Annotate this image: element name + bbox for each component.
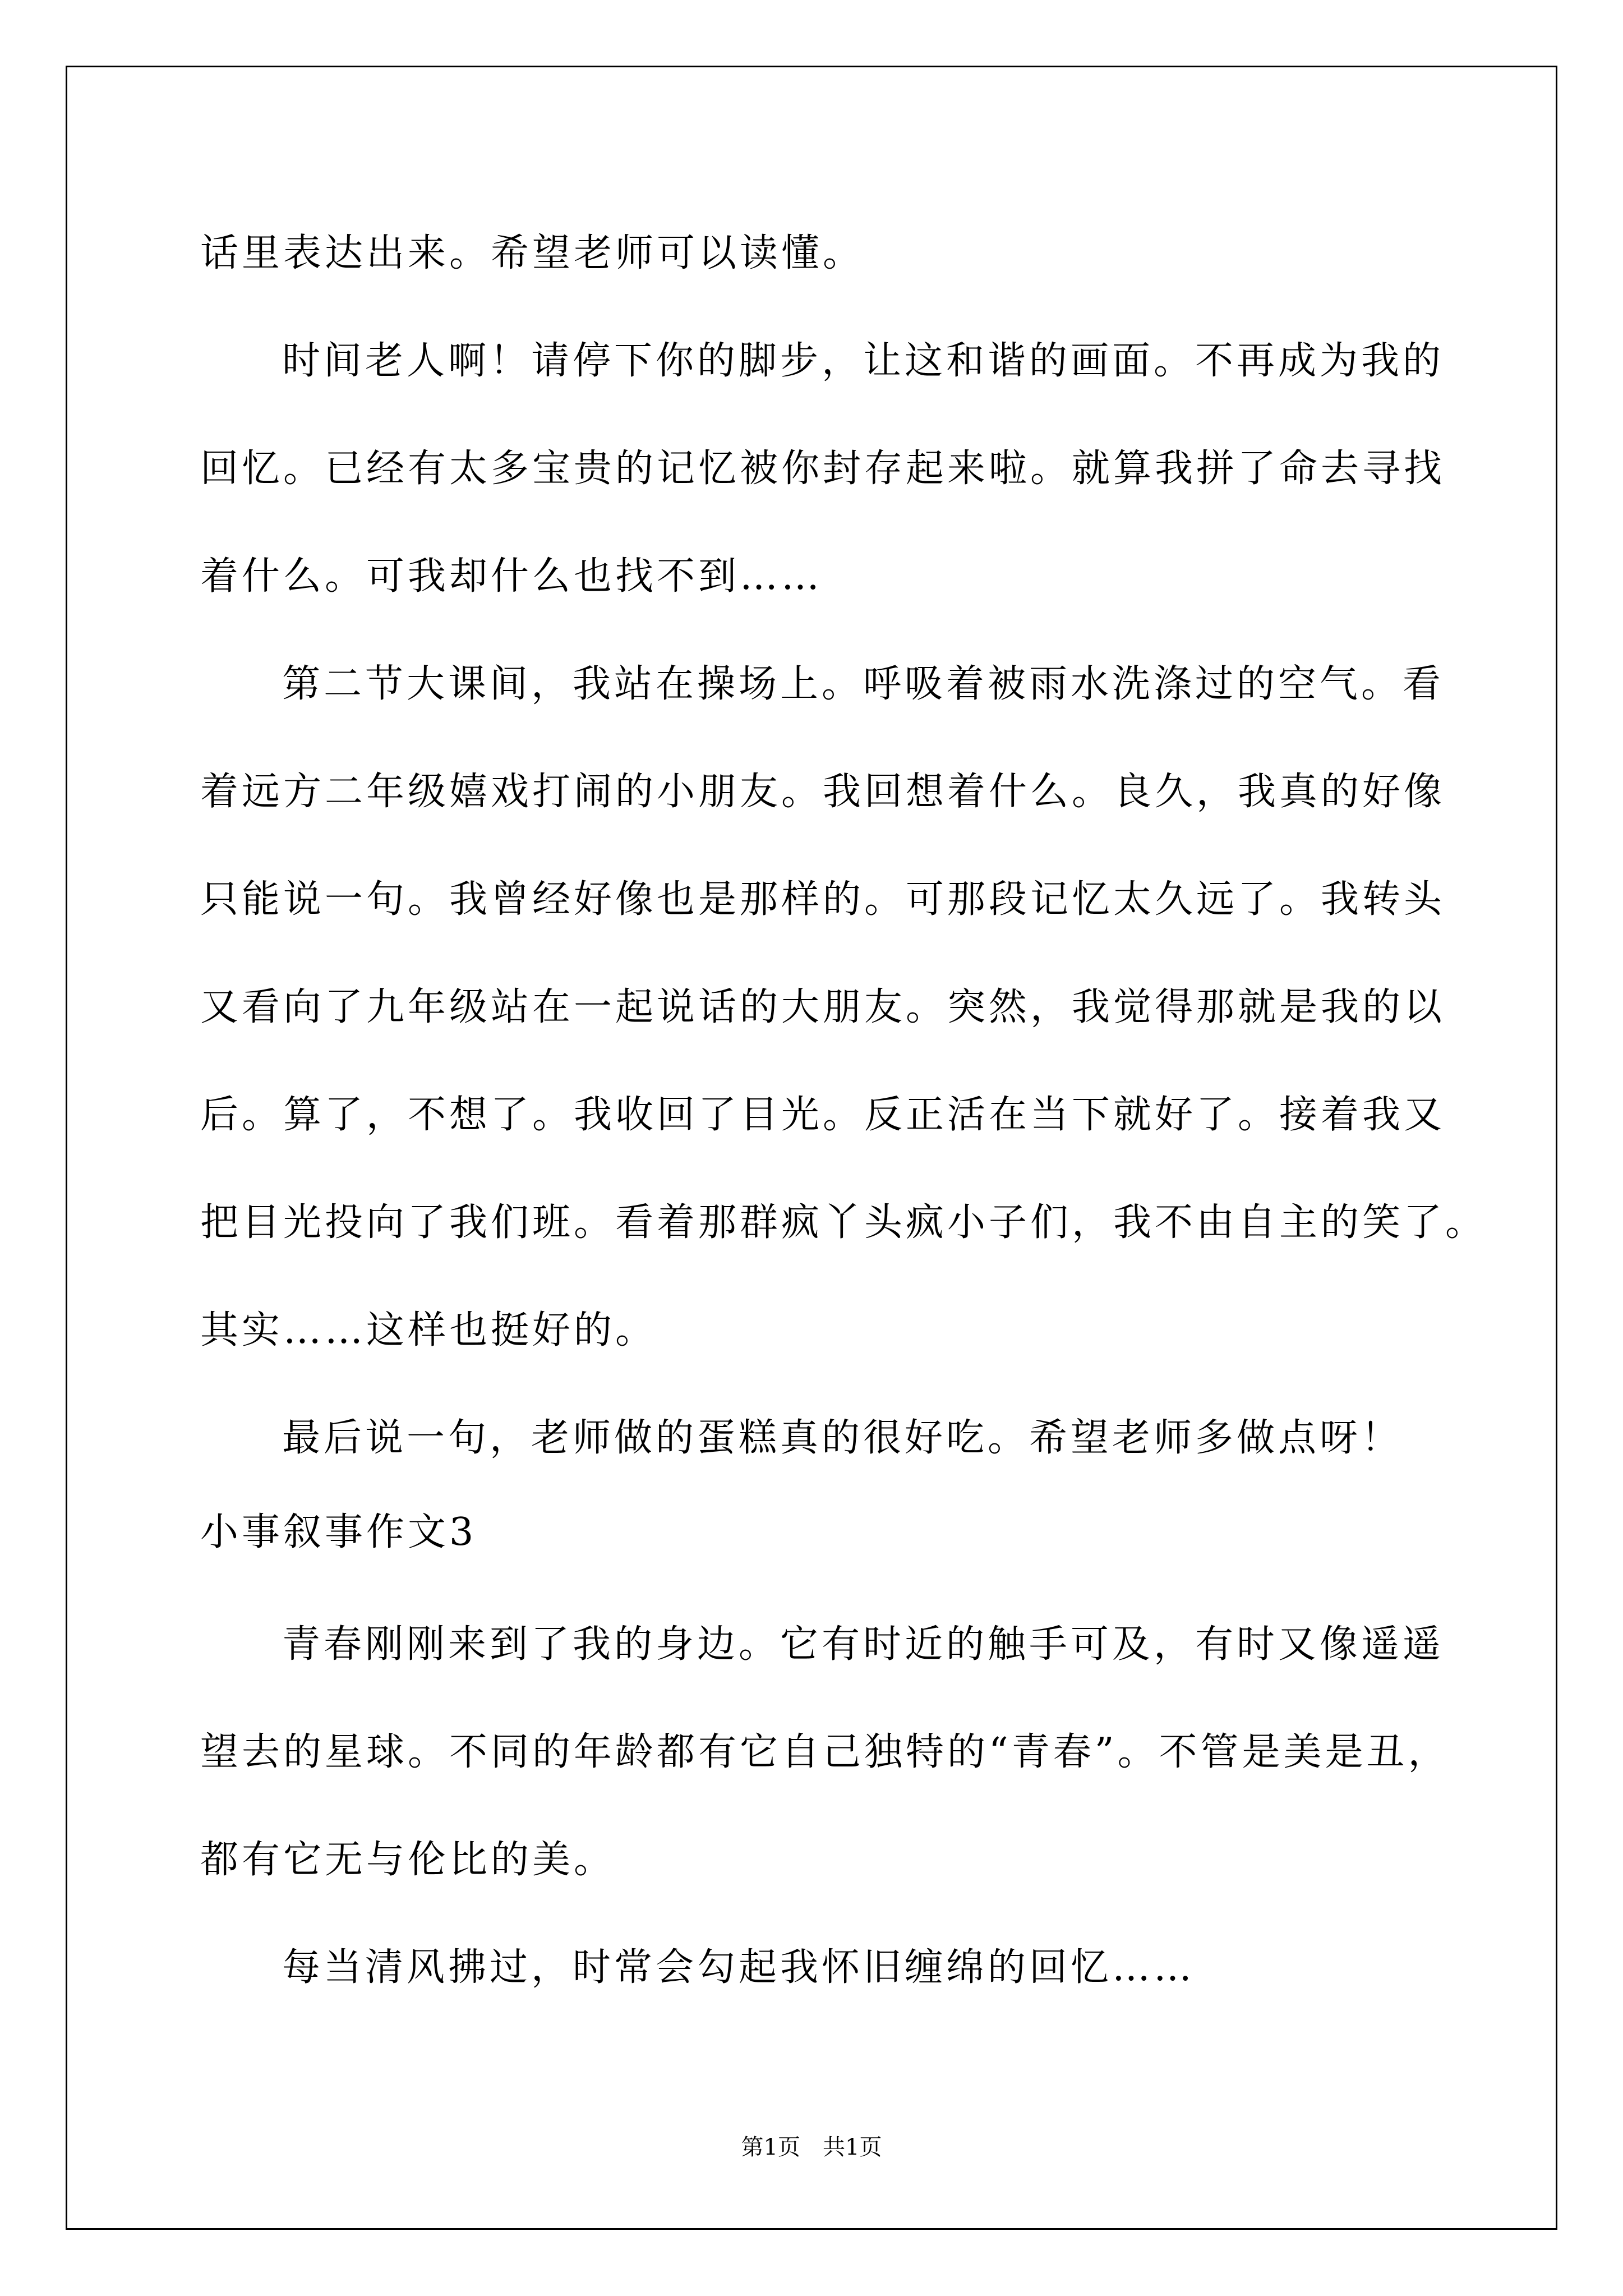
paragraph-first-line: 第二节大课间，我站在操场上。呼吸着被雨水洗涤过的空气。看: [282, 662, 1445, 706]
text-line: 都有它无与伦比的美。: [200, 1838, 616, 1882]
text-line: 后。算了，不想了。我收回了目光。反正活在当下就好了。接着我又: [200, 1093, 1446, 1137]
paragraph-first-line: 青春刚刚来到了我的身边。它有时近的触手可及，有时又像遥遥: [282, 1622, 1445, 1667]
text-line: 着什么。可我却什么也找不到……: [200, 554, 823, 599]
text-line: 只能说一句。我曾经好像也是那样的。可那段记忆太久远了。我转头: [200, 877, 1446, 922]
text-line: 回忆。已经有太多宝贵的记忆被你封存起来啦。就算我拼了命去寻找: [200, 447, 1446, 491]
text-line: 其实……这样也挺好的。: [200, 1308, 657, 1352]
text-line: 着远方二年级嬉戏打闹的小朋友。我回想着什么。良久，我真的好像: [200, 770, 1446, 814]
paragraph-first-line: 每当清风拂过，时常会勾起我怀旧缠绵的回忆……: [282, 1945, 1196, 1990]
paragraph-first-line: 时间老人啊！请停下你的脚步，让这和谐的画面。不再成为我的: [282, 339, 1445, 383]
paragraph-first-line: 最后说一句，老师做的蛋糕真的很好吃。希望老师多做点呀！: [282, 1416, 1403, 1460]
text-line: 话里表达出来。希望老师可以读懂。: [200, 231, 865, 275]
text-line: 把目光投向了我们班。看着那群疯丫头疯小子们，我不由自主的笑了。: [200, 1200, 1487, 1245]
page-border: [66, 66, 1557, 2230]
page-footer: 第1页 共1页: [741, 2134, 882, 2160]
text-line: 望去的星球。不同的年龄都有它自己独特的“青春”。不管是美是丑，: [200, 1730, 1450, 1774]
text-line: 又看向了九年级站在一起说话的大朋友。突然，我觉得那就是我的以: [200, 985, 1446, 1029]
section-heading: 小事叙事作文3: [200, 1510, 477, 1554]
